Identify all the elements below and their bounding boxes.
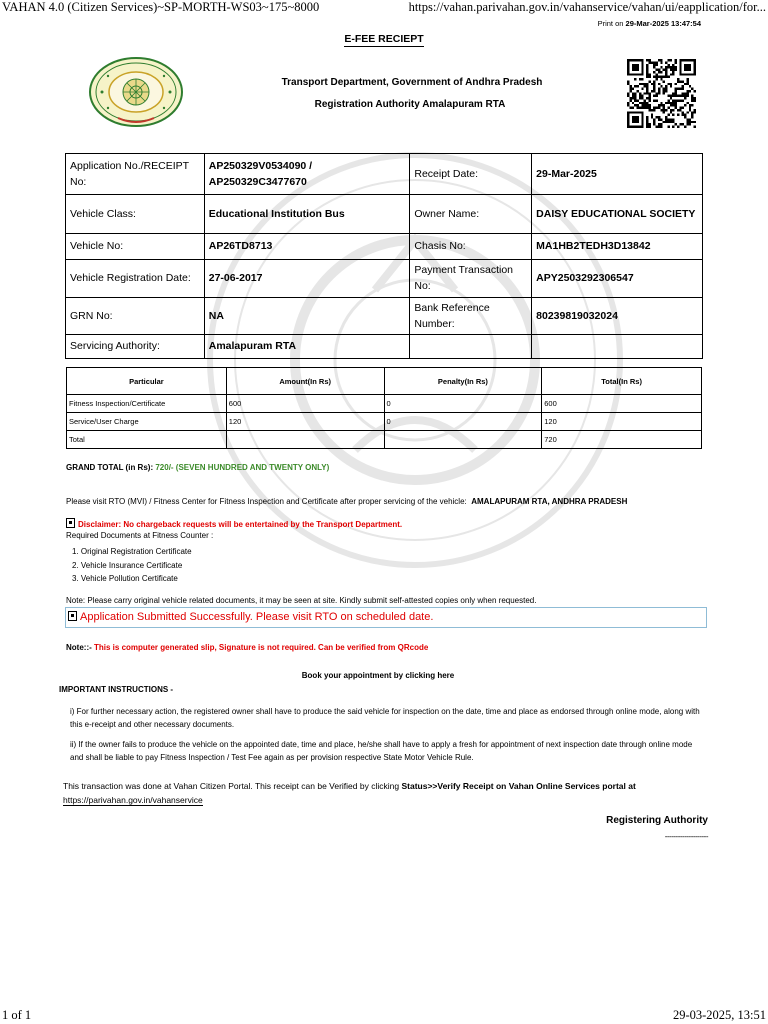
grand-total-value: 720/- (SEVEN HUNDRED AND TWENTY ONLY): [155, 463, 330, 472]
fee-cell: 600: [542, 395, 702, 413]
required-documents-list: [72, 545, 192, 586]
important-instructions-title: IMPORTANT INSTRUCTIONS -: [59, 685, 174, 694]
details-row: [66, 260, 703, 298]
column-header: Particular: [67, 368, 227, 395]
servicing-authority-value: Amalapuram RTA: [204, 335, 410, 359]
fee-cell: Fitness Inspection/Certificate: [67, 395, 227, 413]
print-timestamp: [598, 19, 701, 28]
registration-date-value: 27-06-2017: [204, 260, 410, 298]
registration-authority: Registration Authority Amalapuram RTA: [314, 99, 506, 110]
qr-code-icon: [627, 59, 696, 128]
registering-authority-label: Registering Authority: [606, 815, 708, 826]
details-row: [66, 234, 703, 260]
visit-rto-location: AMALAPURAM RTA, ANDHRA PRADESH: [471, 497, 628, 506]
browser-url[interactable]: https://vahan.parivahan.gov.in/vahanservice/vahan/ui/eapplication/for...: [408, 0, 766, 14]
print-label: Print on: [597, 19, 624, 28]
print-datetime: 29-Mar-2025 13:47:54: [625, 19, 701, 28]
fee-row: [67, 395, 702, 413]
visit-rto-text: Please visit RTO (MVI) / Fitness Center for Fitness Inspection and Certificate after proper servicing of the vehicle:: [66, 497, 467, 506]
disclaimer-text: Disclaimer: No chargeback requests will be entertained by the Transport Department.: [78, 520, 403, 529]
fee-cell: 120: [226, 413, 384, 431]
bank-reference-value: 80239819032024: [532, 297, 703, 335]
department-name: Transport Department, Government of Andhra Pradesh: [281, 77, 543, 88]
owner-name-label: Owner Name:: [410, 195, 532, 234]
instruction-item: ii) If the owner fails to produce the vehicle on the appointed date, time and place, he/she shall have to apply a fresh for appointment of next inspection date through online mode and shall be liable to pay Fitness Inspection / Test Fee again as per provision respective State Motor Vehicle Rule.: [70, 740, 693, 762]
servicing-authority-label: Servicing Authority:: [66, 335, 205, 359]
vehicle-class-label: Vehicle Class:: [66, 195, 205, 234]
empty-cell: [410, 335, 532, 359]
receipt-title-text: E-FEE RECIEPT: [344, 33, 424, 45]
owner-name-value: DAISY EDUCATIONAL SOCIETY: [532, 195, 703, 234]
receipt-date-value: 29-Mar-2025: [532, 154, 703, 195]
signature-line: --------------------: [664, 832, 708, 841]
list-item: 2. Vehicle Insurance Certificate: [72, 560, 183, 570]
column-header: Total(In Rs): [542, 368, 702, 395]
column-header: Amount(In Rs): [226, 368, 384, 395]
footer-datetime: 29-03-2025, 13:51: [672, 1008, 766, 1022]
vehicle-no-label: Vehicle No:: [66, 234, 205, 260]
fee-row: [67, 413, 702, 431]
book-appointment-link[interactable]: Book your appointment by clicking here: [301, 671, 455, 680]
grand-total: [66, 463, 329, 472]
note-computer-generated: [66, 643, 428, 652]
grand-total-label: GRAND TOTAL (in Rs):: [66, 463, 154, 472]
transaction-bold: Status>>Verify Receipt on Vahan Online Services portal at: [401, 781, 636, 791]
required-documents-title: Required Documents at Fitness Counter :: [66, 531, 214, 540]
application-details-table: [65, 153, 703, 359]
vahanservice-link[interactable]: https://parivahan.gov.in/vahanservice: [63, 795, 203, 805]
note-label: Note::-: [66, 643, 92, 652]
grn-no-value: NA: [204, 297, 410, 335]
grn-no-label: GRN No:: [66, 297, 205, 335]
chasis-no-value: MA1HB2TEDH3D13842: [532, 234, 703, 260]
fee-cell: Total: [67, 431, 227, 449]
details-row: [66, 154, 703, 195]
registration-date-label: Vehicle Registration Date:: [66, 260, 205, 298]
application-no-label: Application No./RECEIPT No:: [66, 154, 205, 195]
list-item: 1. Original Registration Certificate: [72, 547, 192, 556]
disclaimer: [66, 518, 402, 529]
receipt-title: [0, 33, 768, 45]
success-message-text: Application Submitted Successfully. Please visit RTO on scheduled date.: [80, 611, 434, 623]
browser-title: VAHAN 4.0 (Citizen Services)~SP-MORTH-WS03~175~8000: [2, 0, 320, 14]
fee-cell: 720: [542, 431, 702, 449]
details-row: [66, 297, 703, 335]
note-text: This is computer generated slip, Signature is not required. Can be verified from QRcode: [94, 643, 429, 652]
image-icon: [68, 611, 77, 621]
note-carry-documents: Note: Please carry original vehicle related documents, it may be seen at site. Kindly submit self-attested copies only when requested.: [66, 596, 537, 605]
image-icon: [66, 518, 75, 528]
fee-row: [67, 431, 702, 449]
instruction-item: i) For further necessary action, the registered owner shall have to produce the said vehicle for inspection on the date, time and place as endorsed through online mode, along with this e-receipt and other necessary documents.: [70, 707, 700, 729]
details-row: [66, 335, 703, 359]
vehicle-class-value: Educational Institution Bus: [204, 195, 410, 234]
chasis-no-label: Chasis No:: [410, 234, 532, 260]
fee-cell: Service/User Charge: [67, 413, 227, 431]
empty-cell: [532, 335, 703, 359]
vehicle-no-value: AP26TD8713: [204, 234, 410, 260]
fee-header-row: [67, 368, 702, 395]
payment-transaction-label: Payment Transaction No:: [410, 260, 532, 298]
transaction-text: This transaction was done at Vahan Citizen Portal. This receipt can be Verified by clicking: [63, 781, 400, 791]
fee-cell: 0: [384, 413, 542, 431]
application-no-value: AP250329V0534090 / AP250329C3477670: [204, 154, 410, 195]
list-item: 3. Vehicle Pollution Certificate: [72, 574, 178, 583]
visit-rto-instruction: [66, 497, 627, 506]
page-count: 1 of 1: [2, 1008, 32, 1022]
fee-cell: 120: [542, 413, 702, 431]
success-message: [68, 611, 433, 623]
fee-cell: [226, 431, 384, 449]
fee-cell: 600: [226, 395, 384, 413]
details-row: [66, 195, 703, 234]
receipt-date-label: Receipt Date:: [410, 154, 532, 195]
transaction-note: [63, 779, 723, 807]
fee-table: [66, 367, 702, 449]
andhra-pradesh-emblem-icon: [88, 56, 184, 128]
fee-cell: [384, 431, 542, 449]
bank-reference-label: Bank Reference Number:: [410, 297, 532, 335]
fee-cell: 0: [384, 395, 542, 413]
column-header: Penalty(In Rs): [384, 368, 542, 395]
payment-transaction-value: APY2503292306547: [532, 260, 703, 298]
